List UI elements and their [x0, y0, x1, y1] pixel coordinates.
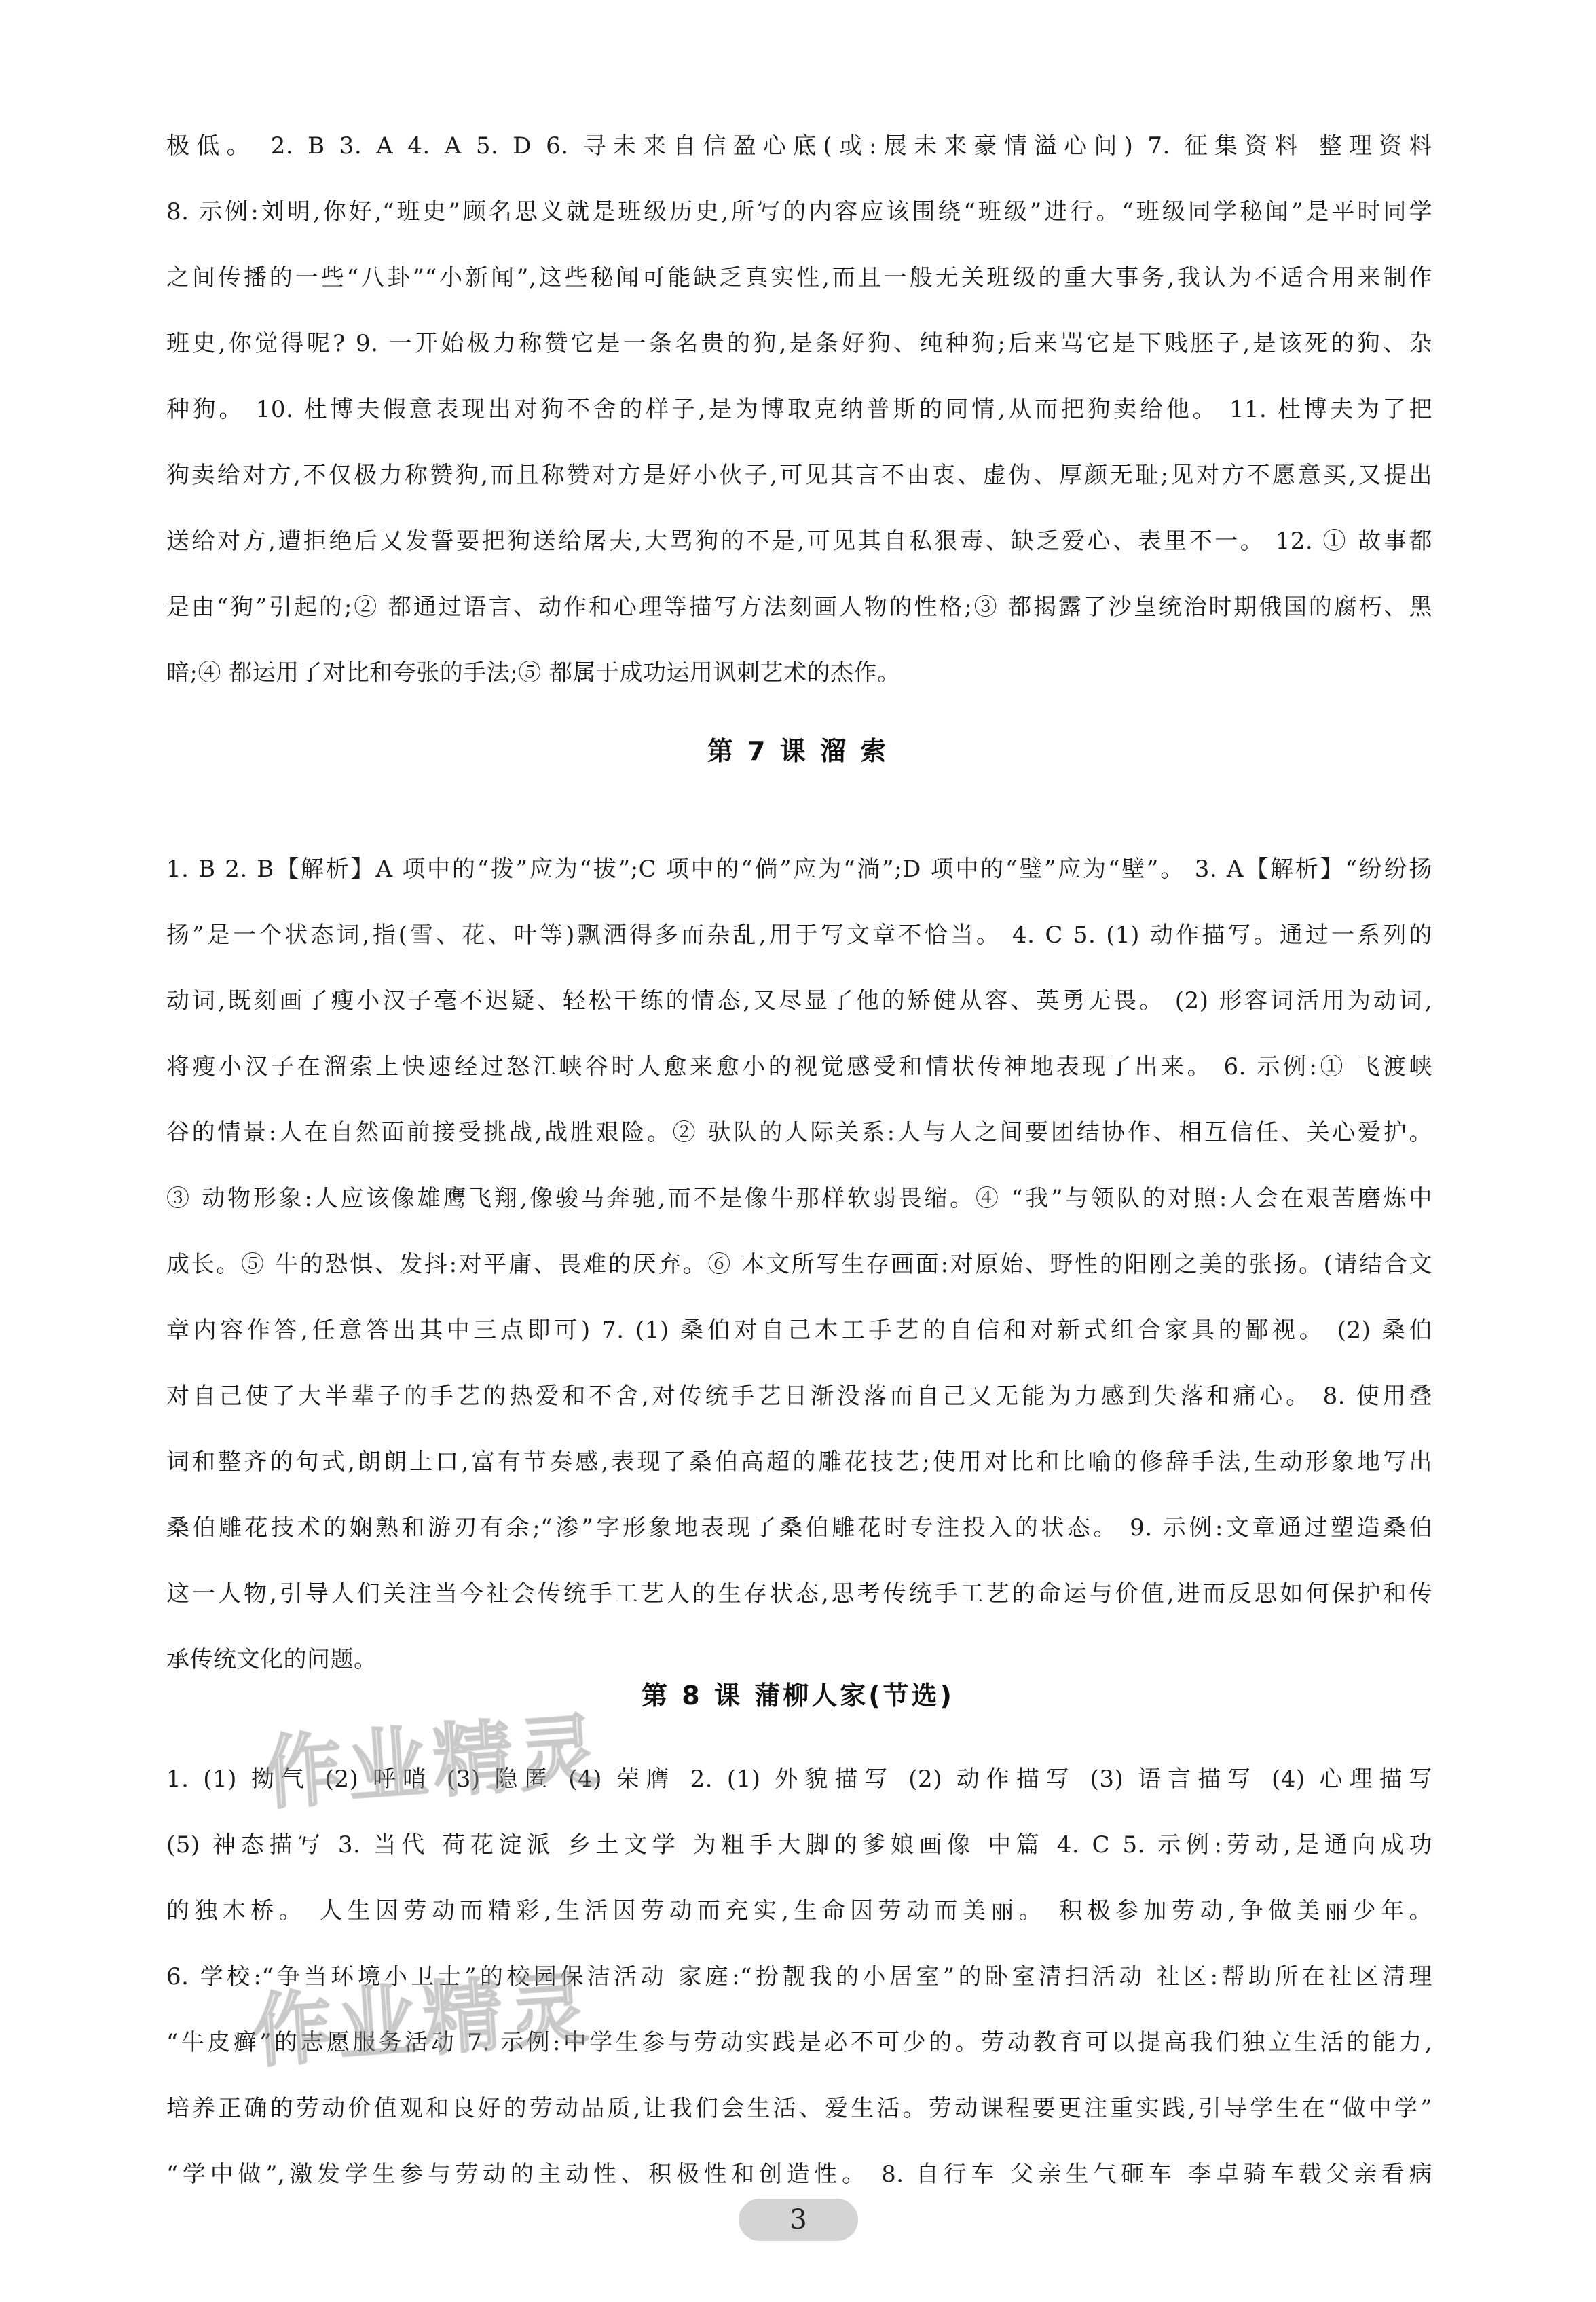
- answer-line: 狗卖给对方,不仅极力称赞狗,而且称赞对方是好小伙子,可见其言不由衷、虚伪、厚颜无耻;见对方不愿意买,又提出: [166, 462, 1432, 489]
- answer-line: 桑伯雕花技术的娴熟和游刃有余;“渗”字形象地表现了桑伯雕花时专注投入的状态。 9. 示例:文章通过塑造桑伯: [166, 1514, 1432, 1541]
- answer-line: 之间传播的一些“八卦”“小新闻”,这些秘闻可能缺乏真实性,而且一般无关班级的重大事务,我认为不适合用来制作: [166, 264, 1432, 291]
- lesson8-heading: 第 8 课 蒲柳人家(节选): [642, 1681, 954, 1711]
- answer-line: 扬”是一个状态词,指(雪、花、叶等)飘洒得多而杂乱,用于写文章不恰当。 4. C 5. (1) 动作描写。通过一系列的: [166, 921, 1432, 949]
- answer-line: 是由“狗”引起的;② 都通过语言、动作和心理等描写方法刻画人物的性格;③ 都揭露了沙皇统治时期俄国的腐朽、黑: [166, 593, 1432, 621]
- answer-line: 6. 学校:“争当环境小卫士”的校园保洁活动 家庭:“扮靓我的小居室”的卧室清扫活动 社区:帮助所在社区清理: [166, 1963, 1432, 1990]
- lesson7-heading: 第 7 课 溜 索: [707, 736, 889, 766]
- answer-line: 谷的情景:人在自然面前接受挑战,战胜艰险。② 驮队的人际关系:人与人之间要团结协作、相互信任、关心爱护。: [166, 1119, 1432, 1146]
- lesson7-answers: [166, 837, 1432, 1693]
- answer-line: 的独木桥。 人生因劳动而精彩,生活因劳动而充实,生命因劳动而美丽。 积极参加劳动,争做美丽少年。: [166, 1897, 1432, 1924]
- answer-line: 送给对方,遭拒绝后又发誓要把狗送给屠夫,大骂狗的不是,可见其自私狠毒、缺乏爱心、表里不一。 12. ① 故事都: [166, 528, 1432, 555]
- answer-line: ③ 动物形象:人应该像雄鹰飞翔,像骏马奔驰,而不是像牛那样软弱畏缩。④ “我”与领队的对照:人会在艰苦磨炼中: [166, 1185, 1432, 1212]
- answer-line: (5) 神态描写 3. 当代 荷花淀派 乡土文学 为粗手大脚的爹娘画像 中篇 4. C 5. 示例:劳动,是通向成功: [166, 1831, 1432, 1859]
- answer-line: 种狗。 10. 杜博夫假意表现出对狗不舍的样子,是为博取克纳普斯的同情,从而把狗卖给他。 11. 杜博夫为了把: [166, 396, 1432, 423]
- answer-line: 班史,你觉得呢? 9. 一开始极力称赞它是一条名贵的狗,是条好狗、纯种狗;后来骂它是下贱胚子,是该死的狗、杂: [166, 330, 1432, 357]
- answer-line: 这一人物,引导人们关注当今社会传统手工艺人的生存状态,思考传统手工艺的命运与价值,进而反思如何保护和传: [166, 1580, 1432, 1607]
- answer-line: 成长。⑤ 牛的恐惧、发抖:对平庸、畏难的厌弃。⑥ 本文所写生存画面:对原始、野性的阳刚之美的张扬。(请结合文: [166, 1251, 1432, 1278]
- answer-line: 动词,既刻画了瘦小汉子毫不迟疑、轻松干练的情态,又尽显了他的矫健从容、英勇无畏。 (2) 形容词活用为动词,: [166, 987, 1432, 1015]
- answer-line: 对自己使了大半辈子的手艺的热爱和不舍,对传统手艺日渐没落而自己又无能为力感到失落和痛心。 8. 使用叠: [166, 1383, 1432, 1410]
- answer-line: 章内容作答,任意答出其中三点即可) 7. (1) 桑伯对自己木工手艺的自信和对新式组合家具的鄙视。 (2) 桑伯: [166, 1317, 1432, 1344]
- page-number: 3: [739, 2199, 858, 2241]
- answer-line: 培养正确的劳动价值观和良好的劳动品质,让我们会生活、爱生活。劳动课程要更注重实践,引导学生在“做中学”: [166, 2095, 1432, 2122]
- answer-line: 8. 示例:刘明,你好,“班史”顾名思义就是班级历史,所写的内容应该围绕“班级”进行。“班级同学秘闻”是平时同学: [166, 198, 1432, 225]
- watermark: 作业精灵: [248, 1961, 597, 2079]
- answer-line: 1. (1) 拗气 (2) 呼哨 (3) 隐匿 (4) 荣膺 2. (1) 外貌描写 (2) 动作描写 (3) 语言描写 (4) 心理描写: [166, 1766, 1432, 1793]
- section-top-answers: [166, 113, 1432, 706]
- answer-line: 承传统文化的问题。: [166, 1646, 377, 1673]
- answer-line: 极低。 2. B 3. A 4. A 5. D 6. 寻未来自信盈心底(或:展未来豪情溢心间) 7. 征集资料 整理资料: [166, 132, 1432, 160]
- answer-line: 词和整齐的句式,朗朗上口,富有节奏感,表现了桑伯高超的雕花技艺;使用对比和比喻的修辞手法,生动形象地写出: [166, 1448, 1432, 1476]
- answer-line: 暗;④ 都运用了对比和夸张的手法;⑤ 都属于成功运用讽刺艺术的杰作。: [166, 659, 901, 687]
- watermark: 作业精灵: [259, 1703, 607, 1821]
- answer-line: 将瘦小汉子在溜索上快速经过怒江峡谷时人愈来愈小的视觉感受和情状传神地表现了出来。 6. 示例:① 飞渡峡: [166, 1053, 1432, 1080]
- answer-line: “牛皮癣”的志愿服务活动 7. 示例:中学生参与劳动实践是必不可少的。劳动教育可以提高我们独立生活的能力,: [166, 2029, 1432, 2056]
- answer-line: 1. B 2. B【解析】A 项中的“拨”应为“拔”;C 项中的“倘”应为“淌”;D 项中的“璧”应为“壁”。 3. A【解析】“纷纷扬: [166, 856, 1432, 883]
- answer-line: “学中做”,激发学生参与劳动的主动性、积极性和创造性。 8. 自行车 父亲生气砸车 李卓骑车载父亲看病: [166, 2161, 1432, 2188]
